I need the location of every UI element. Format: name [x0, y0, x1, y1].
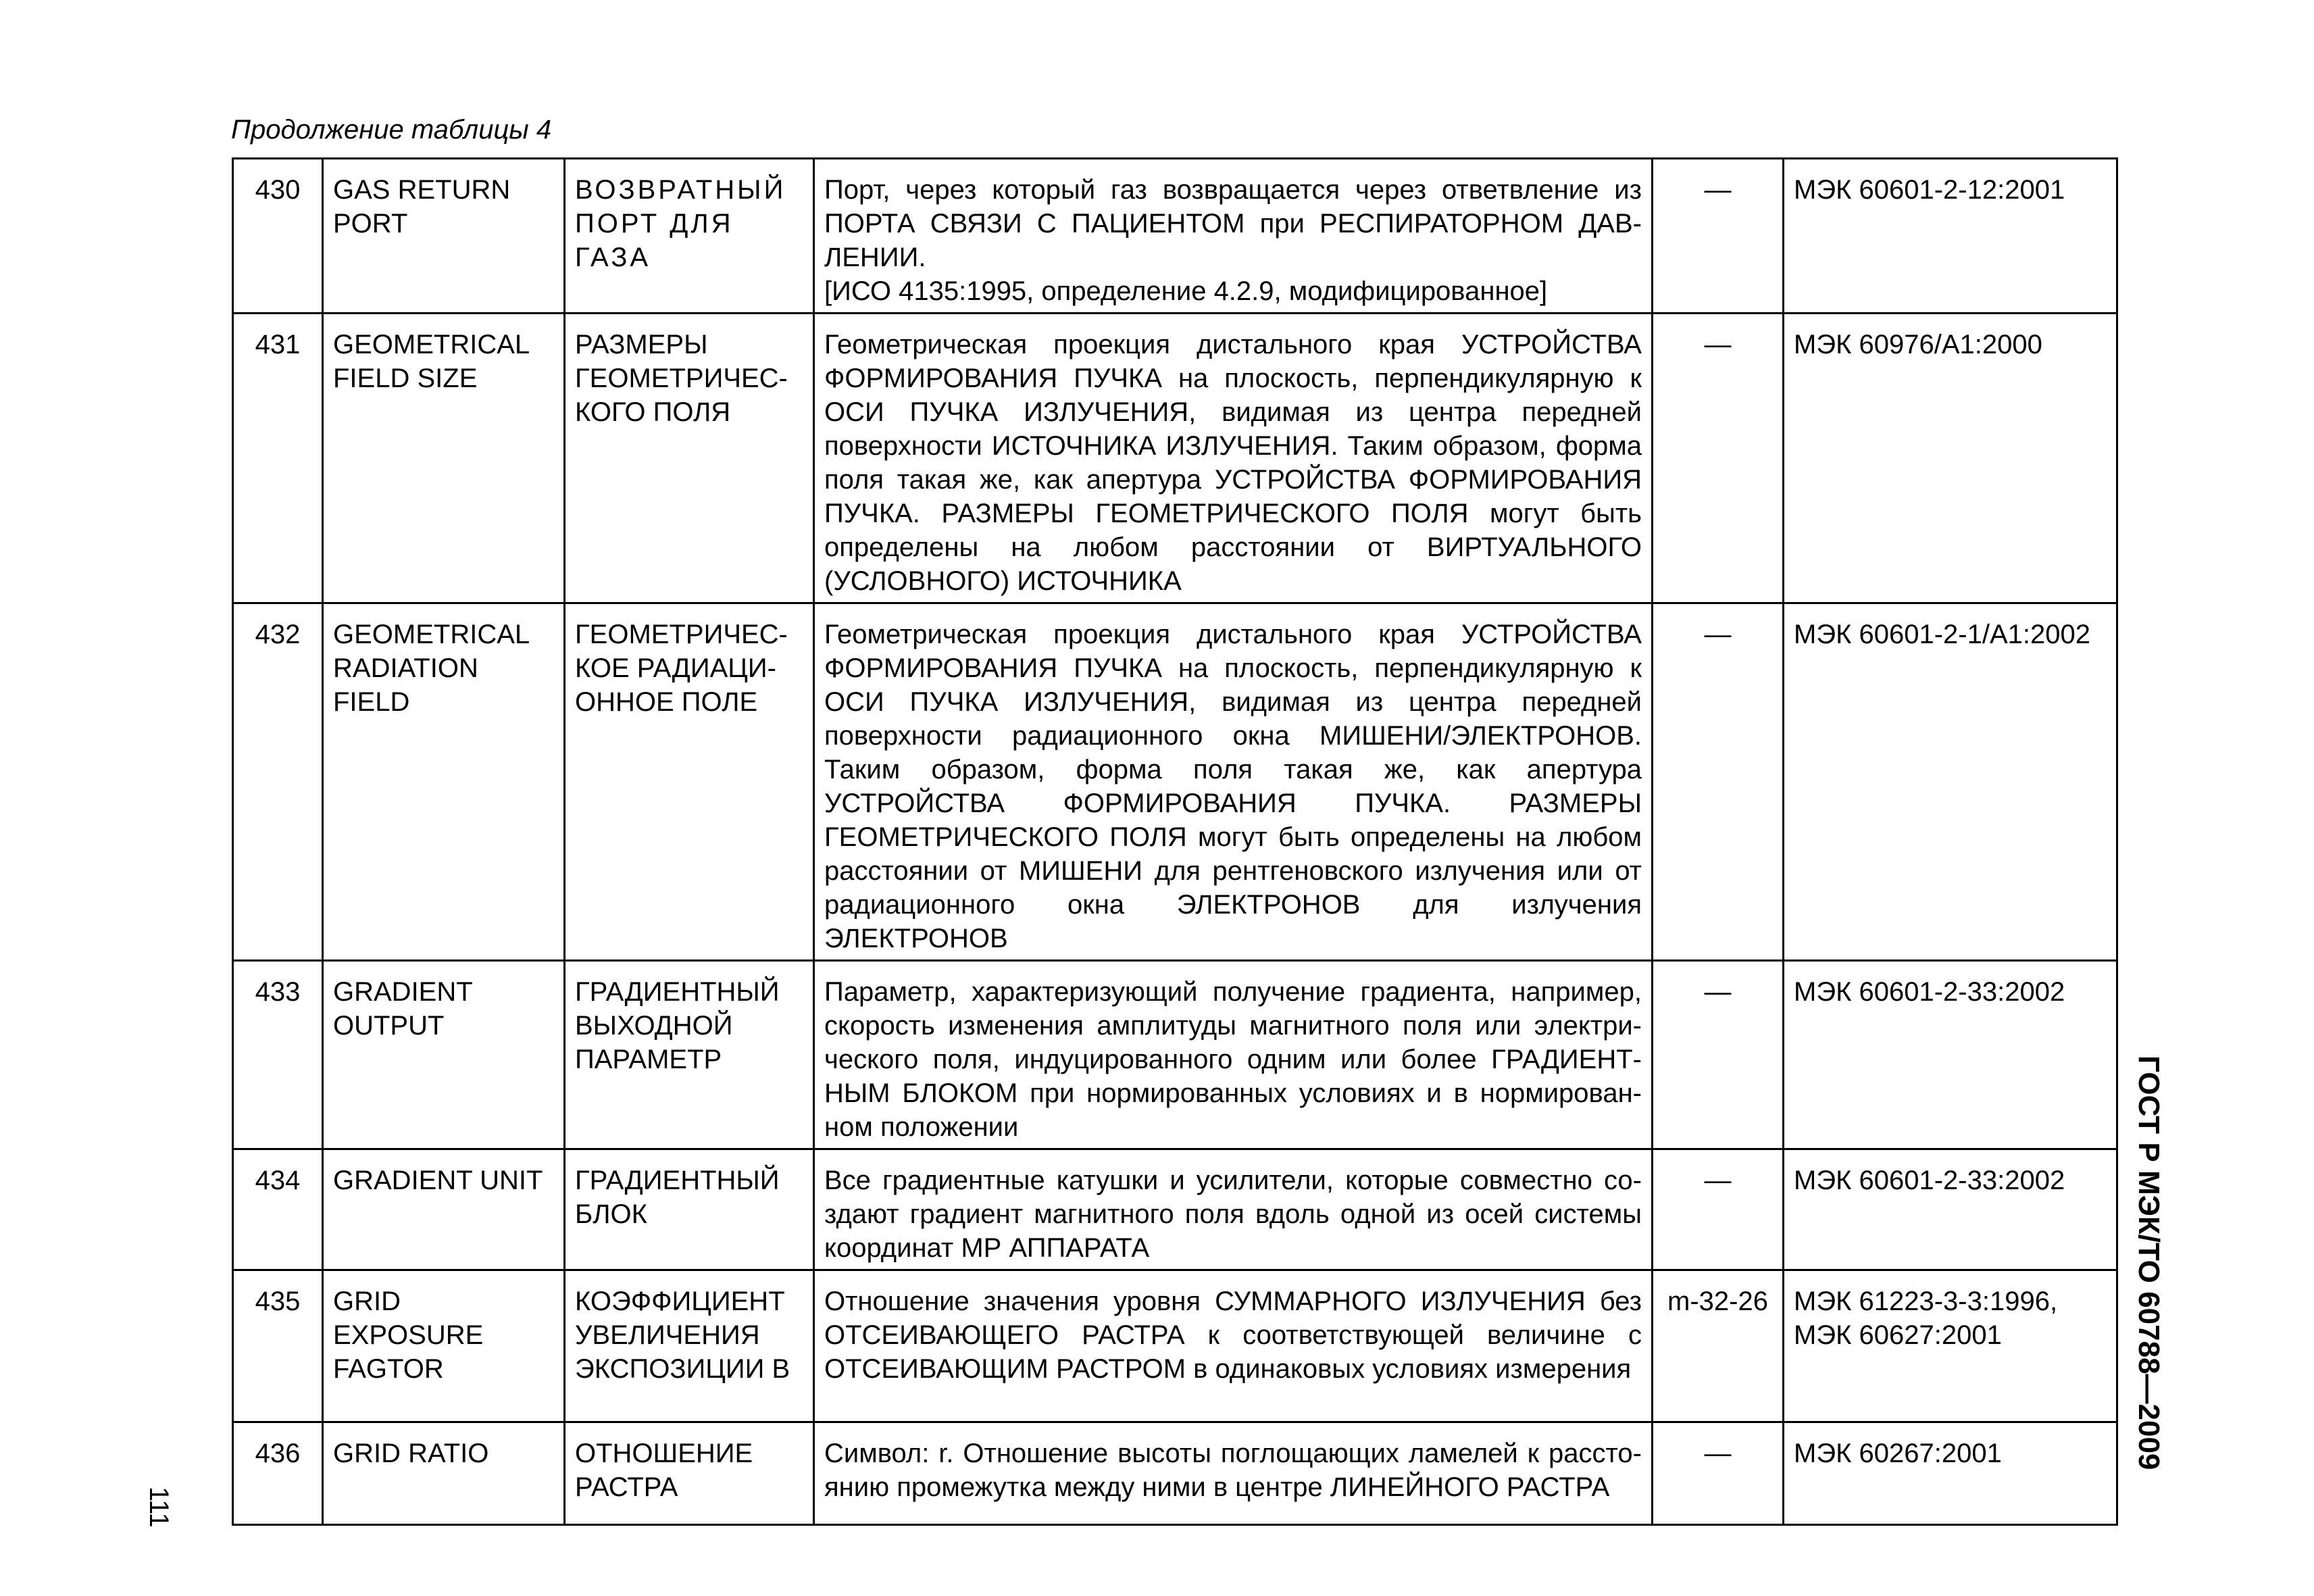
- term-english: GRID EXPOSURE FAGTOR: [323, 1270, 565, 1422]
- term-number: 435: [233, 1270, 323, 1422]
- term-definition: Геометрическая проекция дистального края УСТРОЙСТВА ФОРМИРОВАНИЯ ПУЧКА на плоскость, перпендикулярную к ОСИ ПУЧКА ИЗЛУЧЕНИЯ, видимая из центра передней поверхности радиационного окна МИШЕНИ/ЭЛЕКТРОНОВ. Таким образом, форма поля такая же, как апертура УСТРОЙСТВА ФОРМИРОВАНИЯ ПУЧКА. РАЗМЕРЫ ГЕОМЕТРИЧЕСКОГО ПОЛЯ могут быть определены на любом расстоянии от МИШЕНИ для рентгеновского излучения или от радиационного окна ЭЛЕКТРОНОВ для излучения ЭЛЕКТРОНОВ: [814, 603, 1653, 961]
- term-number: 430: [233, 159, 323, 314]
- term-source: МЭК 60601-2-1/А1:2002: [1784, 603, 2117, 961]
- term-symbol: —: [1653, 603, 1784, 961]
- term-definition: Отношение значения уровня СУММАРНОГО ИЗЛУЧЕНИЯ без ОТСЕИВАЮЩЕГО РАСТРА к соответствующей величине с ОТСЕИВАЮЩИМ РАСТРОМ в одинаковых условиях измерения: [814, 1270, 1653, 1422]
- document-standard-title: ГОСТ Р МЭК/ТО 60788—2009: [2132, 1055, 2165, 1470]
- table-row: [233, 961, 2117, 1149]
- term-number: 431: [233, 314, 323, 603]
- table-row: [233, 1149, 2117, 1270]
- definition-text: Порт, через который газ возвращается через ответвление из ПОРТА СВЯЗИ С ПАЦИЕНТОМ при РЕСПИРАТОРНОМ ДАВЛЕНИИ.: [824, 175, 1642, 272]
- term-english: GRID RATIO: [323, 1422, 565, 1525]
- term-russian: ГЕОМЕТРИЧЕСКОЕ РАДИАЦИОННОЕ ПОЛЕ: [565, 603, 814, 961]
- term-russian: ГРАДИЕНТНЫЙ БЛОК: [565, 1149, 814, 1270]
- term-english: GEOMETRICAL FIELD SIZE: [323, 314, 565, 603]
- term-symbol: —: [1653, 314, 1784, 603]
- table-continuation-caption: Продолжение таблицы 4: [231, 115, 552, 145]
- term-definition: Все градиентные катушки и усилители, которые совместно создают градиент магнитного поля вдоль одной из осей системы координат МР АППАРАТА: [814, 1149, 1653, 1270]
- page-number: 111: [144, 1487, 174, 1528]
- term-definition: [814, 159, 1653, 314]
- term-english: GRADIENT UNIT: [323, 1149, 565, 1270]
- term-symbol: —: [1653, 1422, 1784, 1525]
- term-symbol: —: [1653, 1149, 1784, 1270]
- term-definition: Символ: r. Отношение высоты поглощающих ламелей к расстоянию промежутка между ними в центре ЛИНЕЙНОГО РАСТРА: [814, 1422, 1653, 1525]
- term-russian: РАЗМЕРЫ ГЕОМЕТРИЧЕСКОГО ПОЛЯ: [565, 314, 814, 603]
- table-row: [233, 1270, 2117, 1422]
- term-russian: [565, 159, 814, 314]
- term-english: GAS RETURN PORT: [323, 159, 565, 314]
- term-number: 433: [233, 961, 323, 1149]
- table-row: [233, 603, 2117, 961]
- term-english: GRADIENT OUTPUT: [323, 961, 565, 1149]
- term-definition: Геометрическая проекция дистального края УСТРОЙСТВА ФОРМИРОВАНИЯ ПУЧКА на плоскость, перпендикулярную к ОСИ ПУЧКА ИЗЛУЧЕНИЯ, видимая из центра передней поверхности ИСТОЧНИКА ИЗЛУЧЕНИЯ. Таким образом, форма поля такая же, как апертура УСТРОЙСТВА ФОРМИРОВАНИЯ ПУЧКА. РАЗМЕРЫ ГЕОМЕТРИЧЕСКОГО ПОЛЯ могут быть определены на любом расстоянии от ВИРТУАЛЬНОГО (УСЛОВНОГО) ИСТОЧНИКА: [814, 314, 1653, 603]
- term-symbol: —: [1653, 159, 1784, 314]
- term-source: МЭК 60267:2001: [1784, 1422, 2117, 1525]
- terms-table: [232, 157, 2118, 1526]
- term-source: МЭК 60976/А1:2000: [1784, 314, 2117, 603]
- term-symbol: —: [1653, 961, 1784, 1149]
- table-row: [233, 1422, 2117, 1525]
- table-row: [233, 314, 2117, 603]
- term-number: 436: [233, 1422, 323, 1525]
- term-number: 432: [233, 603, 323, 961]
- term-russian: ГРАДИЕНТНЫЙ ВЫХОДНОЙ ПАРАМЕТР: [565, 961, 814, 1149]
- term-definition: Параметр, характеризующий получение градиента, например, скорость изменения амплитуды магнитного поля или электрического поля, индуцированного одним или более ГРАДИЕНТНЫМ БЛОКОМ при нормированных условиях и в нормированном положении: [814, 961, 1653, 1149]
- table-row: [233, 159, 2117, 314]
- term-russian: КОЭФФИЦИЕНТ УВЕЛИЧЕНИЯ ЭКСПОЗИЦИИ В: [565, 1270, 814, 1422]
- term-russian-text: ВОЗВРАТНЫЙ ПОРТ ДЛЯ ГАЗА: [575, 175, 786, 272]
- term-symbol: m-32-26: [1653, 1270, 1784, 1422]
- term-source: МЭК 60601-2-12:2001: [1784, 159, 2117, 314]
- term-source: МЭК 61223-3-3:1996, МЭК 60627:2001: [1784, 1270, 2117, 1422]
- term-source: МЭК 60601-2-33:2002: [1784, 1149, 2117, 1270]
- term-english: GEOMETRICAL RADIATION FIELD: [323, 603, 565, 961]
- term-source: МЭК 60601-2-33:2002: [1784, 961, 2117, 1149]
- definition-reference: [ИСО 4135:1995, определение 4.2.9, модифицированное]: [824, 276, 1548, 306]
- term-number: 434: [233, 1149, 323, 1270]
- term-russian: ОТНОШЕНИЕ РАСТРА: [565, 1422, 814, 1525]
